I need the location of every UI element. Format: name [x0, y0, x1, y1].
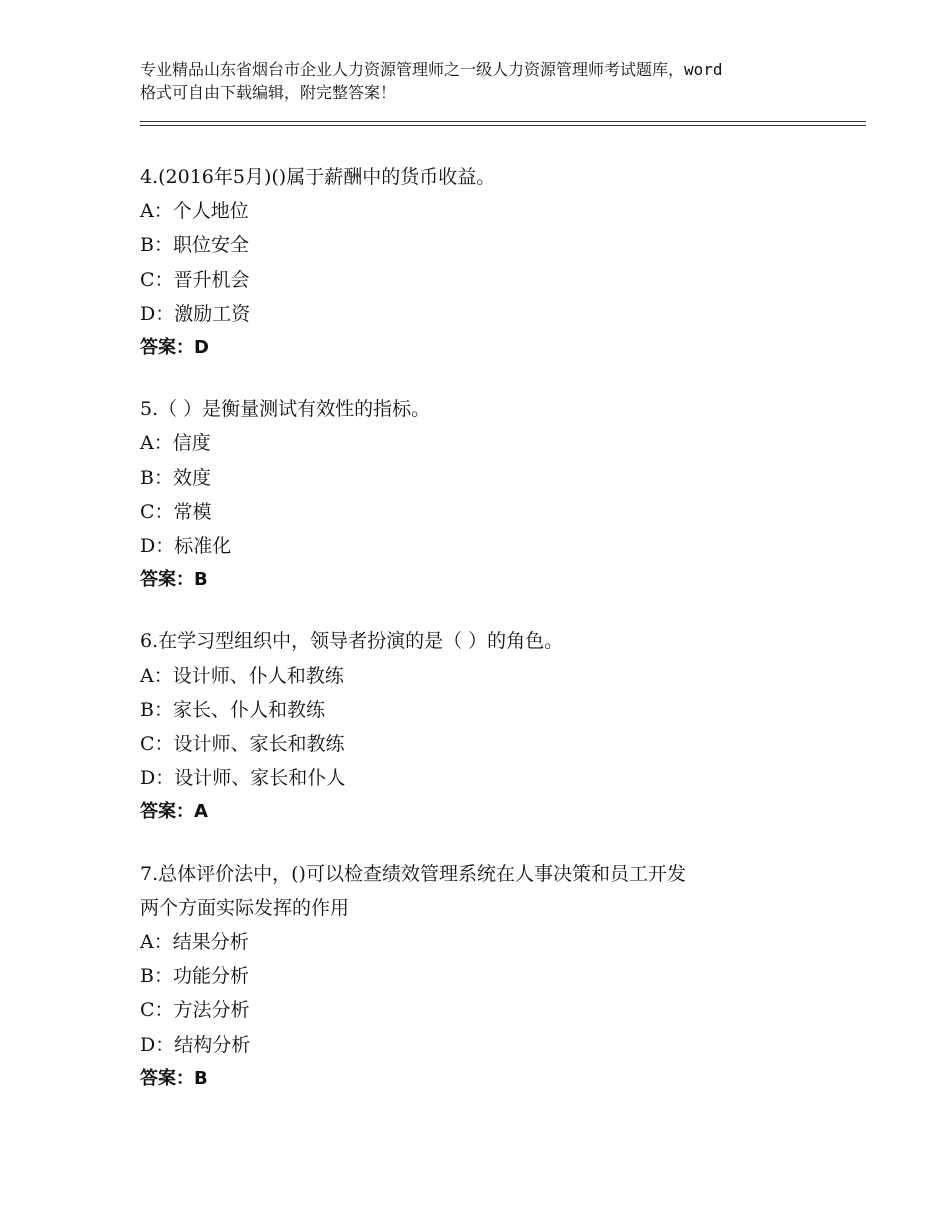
- header-line-1: 专业精品山东省烟台市企业人力资源管理师之一级人力资源管理师考试题库，word: [140, 60, 723, 79]
- option-c: C：方法分析: [140, 999, 250, 1022]
- option-c: C：晋升机会: [140, 268, 250, 291]
- question-6: [140, 624, 840, 829]
- header-line-2: 格式可自由下载编辑，附完整答案！: [140, 83, 397, 102]
- document-header: [140, 58, 830, 104]
- question-text: 5.（ ）是衡量测试有效性的指标。: [140, 398, 431, 421]
- option-d: D：标准化: [140, 535, 232, 558]
- question-7: [140, 857, 840, 1096]
- option-b: B：家长、仆人和教练: [140, 698, 325, 721]
- option-d: D：激励工资: [140, 302, 251, 325]
- option-a: A：设计师、仆人和教练: [140, 664, 344, 687]
- option-a: A：个人地位: [140, 200, 249, 223]
- question-5: [140, 392, 840, 597]
- answer: 答案：A: [140, 801, 208, 823]
- question-text-line-2: 两个方面实际发挥的作用: [140, 896, 350, 919]
- question-4: [140, 160, 840, 365]
- question-text: 4.(2016年5月)()属于薪酬中的货币收益。: [140, 166, 496, 188]
- option-b: B：功能分析: [140, 965, 249, 988]
- option-d: D：设计师、家长和仆人: [140, 767, 346, 790]
- option-c: C：设计师、家长和教练: [140, 733, 345, 756]
- option-c: C：常模: [140, 500, 212, 523]
- answer: 答案：B: [140, 569, 208, 591]
- question-list: [140, 160, 840, 1123]
- option-b: B：职位安全: [140, 234, 249, 257]
- question-text: 6.在学习型组织中，领导者扮演的是（ ）的角色。: [140, 630, 564, 653]
- option-b: B：效度: [140, 466, 211, 489]
- option-a: A：结果分析: [140, 931, 249, 954]
- answer: 答案：D: [140, 337, 209, 359]
- option-a: A：信度: [140, 432, 211, 455]
- header-divider: [140, 121, 866, 126]
- option-d: D：结构分析: [140, 1033, 251, 1056]
- question-text-line-1: 7.总体评价法中，()可以检查绩效管理系统在人事决策和员工开发: [140, 862, 686, 885]
- answer: 答案：B: [140, 1067, 208, 1089]
